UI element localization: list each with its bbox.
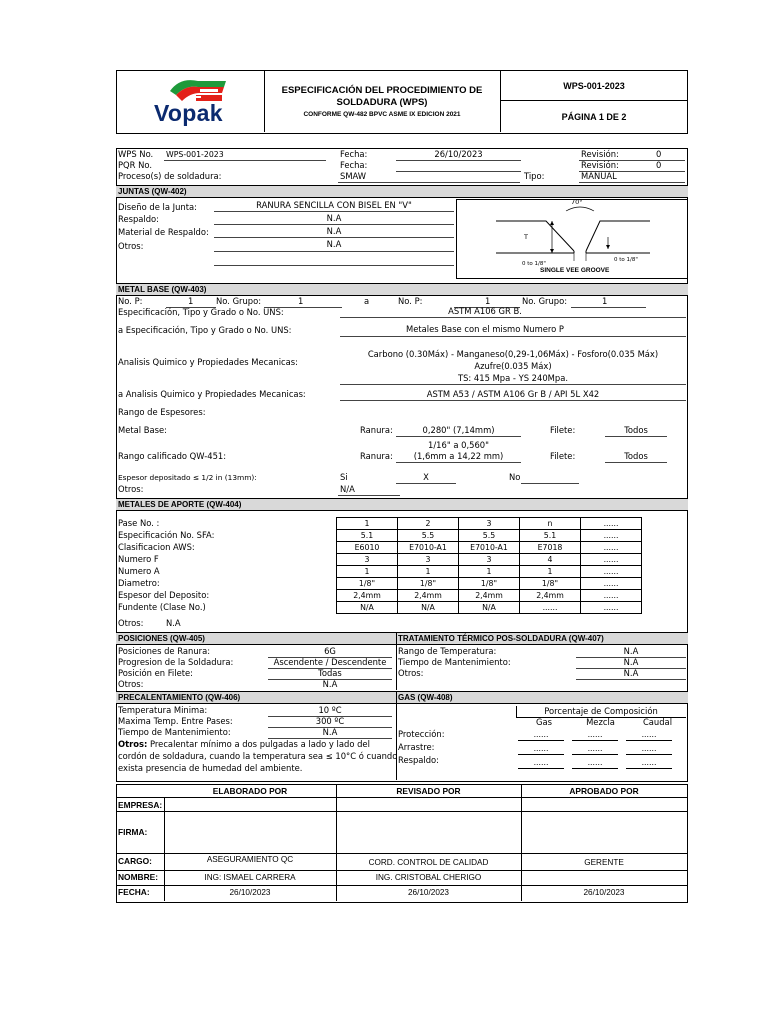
fillet-pos-label: Posición en Filete: [118,668,193,678]
preheat-time-value: N.A [322,727,338,737]
table-cell: 1 [337,566,398,578]
table-row [518,729,672,741]
table-cell: ...... [518,757,564,769]
filete-value: Todos [624,425,648,435]
ranura-value: 0,280" (7,14mm) [422,425,495,435]
filler-row-label: Especificación No. SFA: [118,530,215,540]
p2-number-label: No. P: [398,296,423,306]
qualified-label: Rango calificado QW-451: [118,451,227,461]
preheat-min-value: 10 ºC [318,705,342,715]
fecha-revisado: 26/10/2023 [408,888,449,897]
table-row [337,518,642,530]
table-cell: ...... [581,518,642,530]
table-cell: 2,4mm [459,590,520,602]
pwht-temp-label: Rango de Temperatura: [398,646,497,656]
table-cell: ...... [581,554,642,566]
pqr-label: PQR No. [118,160,153,170]
filete2-value: Todos [624,451,648,461]
cargo-label: CARGO: [118,856,152,866]
deposit-label: Espesor depositado ≤ 1/2 in (13mm): [118,473,257,482]
page-title-line2: SOLDADURA (WPS) [336,97,428,108]
no-label: No [509,472,521,482]
diagram-angle: 70° [571,198,583,206]
p-number-value: 1 [188,296,194,306]
cargo-revisado: CORD. CONTROL DE CALIDAD [368,858,489,867]
gas-drag-label: Arrastre: [398,742,435,752]
pwht-temp-value: N.A [623,646,639,656]
filler-row-label: Fundente (Clase No.) [118,602,206,612]
joints-section-header: JUNTAS (QW-402) [116,185,688,198]
empresa-label: EMPRESA: [118,800,163,810]
table-cell: ...... [581,602,642,614]
gas-protection-label: Protección: [398,729,445,739]
nombre-elaborado: ING: ISMAEL CARRERA [204,873,296,882]
preheat-others-line1: Precalentar mínimo a dos pulgadas a lado y lado del [150,739,370,749]
gas-col-gas: Gas [536,717,552,727]
table-cell: E7018 [520,542,581,554]
chem-line2: Azufre(0.035 Máx) [474,361,552,371]
table-cell: 4 [520,554,581,566]
gas-table [510,727,680,771]
table-cell: ...... [581,590,642,602]
filler-labels [118,518,214,614]
firma-label: FIRMA: [118,827,148,837]
spec2-value: Metales Base con el mismo Numero P [406,324,564,334]
spec2-label: a Especificación, Tipo y Grado o No. UNS: [118,325,292,335]
logo-text: Vopak [154,100,223,126]
table-cell: ...... [572,729,618,741]
positions-pwht-header: POSICIONES (QW-405) TRATAMIENTO TÉRMICO POS-SOLDADURA (QW-407) [116,632,688,645]
doc-code: WPS-001-2023 [563,81,625,91]
base-others-label: Otros: [118,484,144,494]
table-row [337,542,642,554]
table-cell: 3 [459,518,520,530]
table-cell: ...... [518,743,564,755]
backing-material-label: Material de Respaldo: [118,227,209,237]
chem-line1: Carbono (0.30Máx) - Manganeso(0,29-1,06Máx) - Fosforo(0.035 Máx) [367,349,659,359]
joint-others-value: N.A [326,239,342,249]
table-cell: 5.5 [459,530,520,542]
table-cell: 1 [459,566,520,578]
filete2-label: Filete: [550,451,576,461]
metal-base-label: Metal Base: [118,425,167,435]
table-cell: ...... [581,542,642,554]
revision2-label: Revisión: [581,160,619,170]
ranura2-line2: (1,6mm a 14,22 mm) [413,451,504,461]
diagram-gap-right: 0 to 1/8" [614,257,638,263]
joint-design-label: Diseño de la Junta: [118,202,197,212]
fecha-label: Fecha: [340,149,368,159]
nombre-label: NOMBRE: [118,872,159,882]
base-others-value: N/A [340,484,355,494]
p-number-label: No. P: [118,296,143,306]
table-cell: 1 [337,518,398,530]
table-cell: ...... [581,566,642,578]
wps-value: WPS-001-2023 [166,150,224,159]
table-row [518,757,672,769]
diagram-thickness: T [524,233,528,241]
table-cell: 5.5 [398,530,459,542]
fillet-pos-value: Todas [318,668,342,678]
filler-others-value: N.A [166,618,181,628]
revision2-value: 0 [656,160,662,170]
pwht-others-label: Otros: [398,668,424,678]
table-cell: E6010 [337,542,398,554]
positions-others-label: Otros: [118,679,144,689]
si-label: Si [340,472,348,482]
preheat-time-label: Tiempo de Mantenimiento: [118,727,231,737]
table-cell: ...... [626,743,672,755]
chem2-label: a Analisis Quimico y Propiedades Mecanicas: [118,389,306,399]
group-label: No. Grupo: [216,296,262,306]
chem-line3: TS: 415 Mpa - YS 240Mpa. [458,373,568,383]
process-label: Proceso(s) de soldadura: [118,171,222,181]
progression-label: Progresion de la Soldadura: [118,657,234,667]
table-cell: 1 [520,566,581,578]
preheat-max-value: 300 ºC [315,716,345,726]
table-row [337,530,642,542]
a-label: a [364,296,370,306]
sig-header-aprobado: APROBADO POR [569,786,639,796]
page-number: PÁGINA 1 DE 2 [561,112,627,122]
table-row [337,602,642,614]
filler-row-label: Pase No. : [118,518,160,528]
process-value: SMAW [340,171,367,181]
filler-row-label: Espesor del Deposito: [118,590,210,600]
group2-value: 1 [602,296,608,306]
table-cell: 3 [398,554,459,566]
preheat-others-label: Otros: [118,739,148,749]
table-cell: 2,4mm [520,590,581,602]
table-cell: 1/8" [337,578,398,590]
ranura2-line1: 1/16" a 0,560" [428,440,489,450]
table-row [337,590,642,602]
cargo-aprobado: GERENTE [584,858,624,867]
gas-col-mix: Mezcla [586,717,615,727]
page-title-line1: ESPECIFICACIÓN DEL PROCEDIMIENTO DE [281,85,483,96]
filler-table [336,517,642,614]
thick-range-label: Rango de Espesores: [118,407,206,417]
cargo-elaborado: ASEGURAMIENTO QC [206,855,294,864]
table-cell: 3 [459,554,520,566]
pwht-others-value: N.A [623,668,639,678]
filler-section-header: METALES DE APORTE (QW-404) [116,498,688,511]
table-cell: ...... [572,743,618,755]
vopak-logo [146,75,236,131]
table-row [337,578,642,590]
fecha-value: 26/10/2023 [434,149,483,159]
table-cell: ...... [518,729,564,741]
gas-col-flow: Caudal [642,717,673,727]
table-cell: N/A [459,602,520,614]
filler-row-label: Diametro: [118,578,160,588]
filler-others-label: Otros: [118,618,144,628]
table-row [518,743,672,755]
revision-value: 0 [656,149,662,159]
table-cell: 1/8" [520,578,581,590]
table-cell: 3 [337,554,398,566]
table-cell: n [520,518,581,530]
table-cell: ...... [626,757,672,769]
backing-value: N.A [326,213,342,223]
table-cell: 2,4mm [398,590,459,602]
positions-others-value: N.A [322,679,338,689]
table-cell: 1/8" [459,578,520,590]
nombre-revisado: ING. CRISTOBAL CHERIGO [375,873,482,882]
filler-row-label: Clasificacion AWS: [118,542,195,552]
spec-label: Especificación, Tipo y Grado o No. UNS: [118,307,284,317]
preheat-max-label: Maxima Temp. Entre Pases: [118,716,233,726]
tipo-label: Tipo: [524,171,545,181]
table-cell: N/A [398,602,459,614]
preheat-others [118,739,370,750]
table-row [337,554,642,566]
p2-number-value: 1 [485,296,491,306]
backing-material-value: N.A [326,226,342,236]
filler-row-label: Numero A [118,566,160,576]
table-cell: 5.1 [337,530,398,542]
table-cell: ...... [520,602,581,614]
si-value: X [423,472,429,482]
sig-header-revisado: REVISADO POR [396,786,461,796]
preheat-gas-header: PRECALENTAMIENTO (QW-406) GAS (QW-408) [116,691,688,704]
groove-pos-label: Posiciones de Ranura: [118,646,211,656]
ranura-label: Ranura: [360,425,393,435]
preheat-others-line2: cordón de soldadura, cuando la temperatura sea ≤ 10°C ó cuando [118,751,398,761]
preheat-others-line3: exista presencia de humedad del ambiente. [118,763,303,773]
table-cell: 2,4mm [337,590,398,602]
chem2-value: ASTM A53 / ASTM A106 Gr B / API 5L X42 [426,389,600,399]
group2-label: No. Grupo: [522,296,568,306]
table-cell: ...... [581,578,642,590]
joint-others-label: Otros: [118,241,144,251]
revision-label: Revisión: [581,149,619,159]
wps-label: WPS No. [118,149,154,159]
filete-label: Filete: [550,425,576,435]
filler-row-label: Numero F [118,554,159,564]
page-subtitle: CONFORME QW-482 BPVC ASME IX EDICION 2021 [303,111,461,118]
chem-label: Analisis Quimico y Propiedades Mecanicas: [118,357,298,367]
table-cell: ...... [572,757,618,769]
ranura2-label: Ranura: [360,451,393,461]
fecha-sig-label: FECHA: [118,887,150,897]
table-cell: 1 [398,566,459,578]
fecha-elaborado: 26/10/2023 [229,888,271,897]
progression-value: Ascendente / Descendente [273,657,387,667]
sig-header-elaborado: ELABORADO POR [212,786,288,796]
fecha-aprobado: 26/10/2023 [583,888,625,897]
table-cell: E7010-A1 [459,542,520,554]
table-cell: 5.1 [520,530,581,542]
pwht-time-value: N.A [623,657,639,667]
base-metal-section-header: METAL BASE (QW-403) [116,283,688,296]
group-value: 1 [298,296,304,306]
tipo-value: MANUAL [581,171,617,181]
wps-sheet [116,70,688,902]
diagram-caption: SINGLE VEE GROOVE [540,267,610,274]
table-cell: ...... [581,530,642,542]
gas-composition: Porcentaje de Composición [544,706,658,716]
table-row [337,566,642,578]
preheat-min-label: Temperatura Minima: [118,705,208,715]
table-cell: ...... [626,729,672,741]
backing-label: Respaldo: [118,214,159,224]
diagram-gap-left: 0 to 1/8" [522,261,546,267]
table-cell: N/A [337,602,398,614]
fecha2-label: Fecha: [340,160,368,170]
table-cell: 1/8" [398,578,459,590]
gas-backing-label: Respaldo: [398,755,439,765]
table-cell: 2 [398,518,459,530]
groove-pos-value: 6G [324,646,336,656]
pwht-time-label: Tiempo de Mantenimiento: [398,657,511,667]
spec-value: ASTM A106 GR B. [448,306,522,316]
joint-design-value: RANURA SENCILLA CON BISEL EN "V" [256,200,412,210]
table-cell: E7010-A1 [398,542,459,554]
